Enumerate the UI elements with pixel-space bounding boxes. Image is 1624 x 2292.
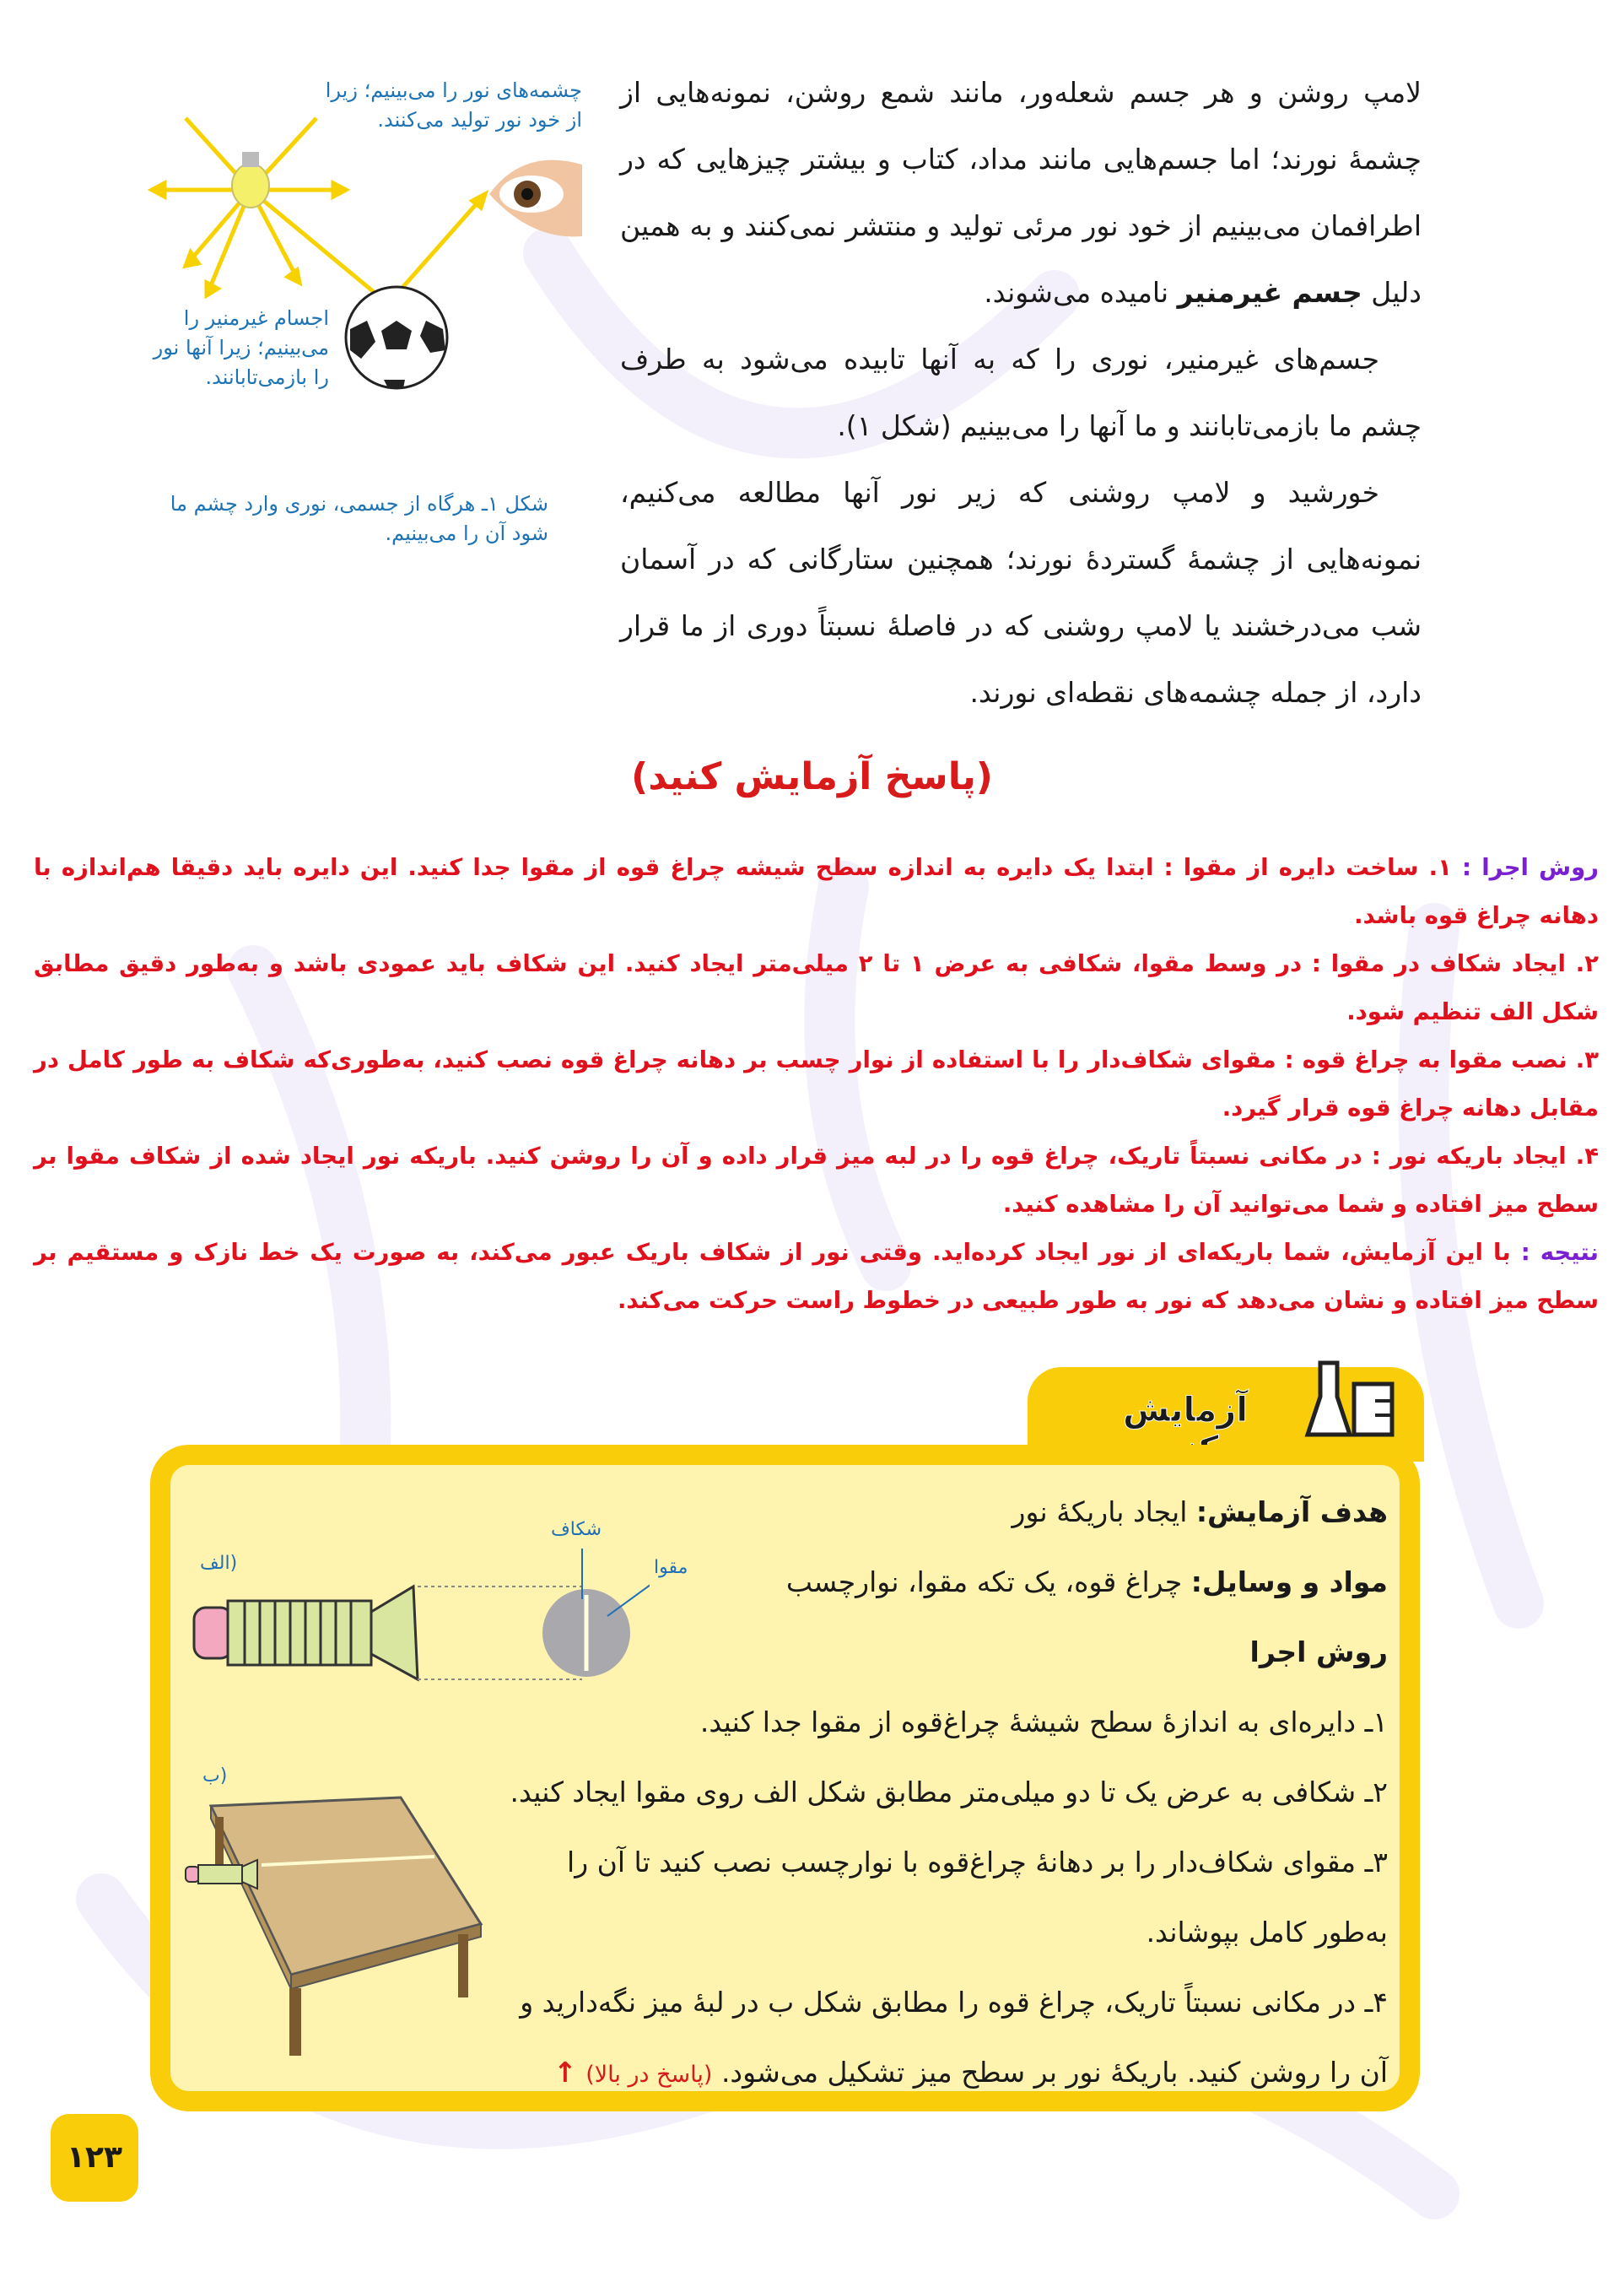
- answer-title: (پاسخ آزمایش کنید): [631, 755, 993, 798]
- activity-step-4: ۴ـ در مکانی نسبتاً تاریک، چراغ قوه را مطابق شکل ب در لبهٔ میز نگه‌دارید و آن را روشن کنید. باریکهٔ نور بر سطح میز تشکیل می‌شود. (پاسخ در بالا) ↑: [520, 1986, 1388, 2089]
- answer-section: [34, 844, 1599, 1325]
- activity-title: آزمایش: [1122, 1391, 1249, 1430]
- beaker-icon: [1303, 1354, 1405, 1447]
- slit-label: شکاف: [551, 1519, 602, 1540]
- figure-1-label-left: اجسام غیرمنیر را می‌بینیم؛ زیرا آنها نور را بازمی‌تابانند.: [153, 306, 329, 389]
- answer-step-1: روش اجرا : ۱. ساخت دایره از مقوا : ابتدا یک دایره به اندازه سطح شیشه چراغ قوه از مقوا جدا کنید. این دایره باید دقیقا هم‌اندازه با دهانه چراغ قوه باشد.: [34, 854, 1600, 929]
- intro-text: [620, 59, 1422, 726]
- method-label: روش اجرا :: [1462, 854, 1600, 881]
- figure-1-label-top: چشمه‌های نور را می‌بینیم؛ زیرا از خود نور تولید می‌کنند.: [325, 78, 582, 132]
- intro-paragraph-3: خورشید و لامپ روشنی که زیر نور آنها مطالعه می‌کنیم، نمونه‌هایی از چشمهٔ گستردهٔ نورند؛ همچنین ستارگانی که در آسمان شب می‌درخشند یا لامپ روشنی که در فاصلهٔ نسبتاً دوری از ما قرار دارد، از جمله چشمه‌های نقطه‌ای نورند.: [620, 476, 1422, 709]
- activity-materials: مواد و وسایل: چراغ قوه، یک تکه مقوا، نوارچسب: [785, 1565, 1388, 1598]
- activity-step-1: ۱ـ دایره‌ای به اندازهٔ سطح شیشهٔ چراغ‌قوه از مقوا جدا کنید.: [699, 1705, 1388, 1738]
- page-number: ۱۲۳: [51, 2114, 138, 2202]
- term-non-luminous: جسم غیرمنیر: [1177, 276, 1362, 309]
- activity-goal: هدف آزمایش: ایجاد باریکهٔ نور: [1012, 1495, 1388, 1528]
- card-label: مقوا: [654, 1557, 688, 1578]
- result-label: نتیجه :: [1520, 1239, 1599, 1266]
- figure-b-label: ب): [202, 1765, 228, 1787]
- up-arrow-icon: ↑: [553, 2056, 577, 2089]
- intro-paragraph-1: لامپ روشن و هر جسم شعله‌ور، مانند شمع روشن، نمونه‌هایی از چشمهٔ نورند؛ اما جسم‌هایی مانند مداد، کتاب و بیشتر چیزهایی که در اطرافمان می‌بینیم از خود نور مرئی تولید و منتشر نمی‌کنند و به همین دلیل جسم غیرمنیر نامیده می‌شوند.: [620, 76, 1422, 309]
- answer-result: نتیجه : با این آزمایش، شما باریکه‌ای از نور ایجاد کرده‌اید. وقتی نور از شکاف باریک عبور می‌کند، به صورت یک خط نازک و مستقیم بر سطح میز افتاده و نشان می‌دهد که نور به طور طبیعی در خطوط راست حرکت می‌کند.: [34, 1239, 1599, 1314]
- activity-step-3: ۳ـ مقوای شکاف‌دار را بر دهانهٔ چراغ‌قوه با نوارچسب نصب کنید تا آن را به‌طور کامل بپوشاند.: [567, 1846, 1388, 1949]
- answer-step-4: ۴. ایجاد باریکه نور : در مکانی نسبتاً تاریک، چراغ قوه را در لبه میز قرار داده و آن را روشن کنید. باریکه نور ایجاد شده از شکاف مقوا بر سطح میز افتاده و شما می‌توانید آن را مشاهده کنید.: [34, 1143, 1599, 1218]
- intro-paragraph-2: جسم‌های غیرمنیر، نوری را که به آنها تابیده می‌شود به طرف چشم ما بازمی‌تابانند و ما آنها را می‌بینیم (شکل ۱).: [620, 343, 1422, 442]
- activity-step-2: ۲ـ شکافی به عرض یک تا دو میلی‌متر مطابق شکل الف روی مقوا ایجاد کنید.: [510, 1776, 1388, 1808]
- figure-1-caption: شکل ۱ـ هرگاه از جسمی، نوری وارد چشم ما شود آن را می‌بینیم.: [170, 492, 548, 545]
- answer-step-2: ۲. ایجاد شکاف در مقوا : در وسط مقوا، شکافی به عرض ۱ تا ۲ میلی‌متر ایجاد کنید. این شکاف باید عمودی باشد و به‌طور دقیق مطابق شکل الف تنظیم شود.: [34, 950, 1599, 1025]
- figure-a-label: الف): [200, 1553, 238, 1574]
- figure-1: [135, 68, 607, 545]
- answer-hint: (پاسخ در بالا): [585, 2062, 713, 2088]
- answer-step-3: ۳. نصب مقوا به چراغ قوه : مقوای شکاف‌دار را با استفاده از نوار چسب بر دهانه چراغ قوه نصب کنید، به‌طوری‌که شکاف به طور کامل در مقابل دهانه چراغ قوه قرار گیرد.: [34, 1046, 1599, 1122]
- flashlight-illustration-a: [186, 1549, 650, 1692]
- table-flashlight-illustration-b: [181, 1789, 502, 2059]
- activity-method-label: روش اجرا: [1249, 1635, 1388, 1668]
